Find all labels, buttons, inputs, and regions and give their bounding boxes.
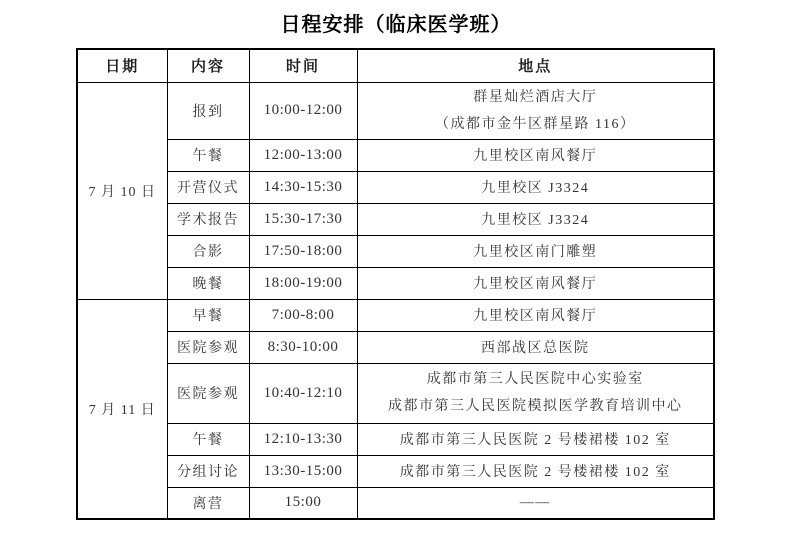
time-cell: 17:50-18:00 <box>249 235 357 267</box>
date-cell-day2: 7 月 11 日 <box>77 299 167 519</box>
schedule-table <box>76 48 715 520</box>
location-line: 成都市第三人民医院中心实验室 <box>426 372 644 387</box>
time-cell: 18:00-19:00 <box>249 267 357 299</box>
time-cell: 10:40-12:10 <box>249 363 357 423</box>
date-cell-day1: 7 月 10 日 <box>77 82 167 299</box>
table-row <box>77 82 714 139</box>
table-row <box>77 139 714 171</box>
time-cell: 15:00 <box>249 487 357 519</box>
table-row <box>77 487 714 519</box>
table-row <box>77 331 714 363</box>
time-cell: 8:30-10:00 <box>249 331 357 363</box>
location-cell: 西部战区总医院 <box>357 331 714 363</box>
table-row <box>77 423 714 455</box>
content-cell: 分组讨论 <box>167 455 249 487</box>
time-cell: 14:30-15:30 <box>249 171 357 203</box>
time-cell: 15:30-17:30 <box>249 203 357 235</box>
table-row <box>77 299 714 331</box>
content-cell: 离营 <box>167 487 249 519</box>
content-cell: 午餐 <box>167 139 249 171</box>
location-cell <box>357 363 714 423</box>
location-line: 成都市第三人民医院模拟医学教育培训中心 <box>388 399 683 414</box>
header-location: 地点 <box>357 49 714 82</box>
content-cell: 开营仪式 <box>167 171 249 203</box>
location-cell: 九里校区南风餐厅 <box>357 299 714 331</box>
content-cell: 医院参观 <box>167 363 249 423</box>
content-cell: 医院参观 <box>167 331 249 363</box>
table-row <box>77 267 714 299</box>
content-cell: 早餐 <box>167 299 249 331</box>
table-row <box>77 203 714 235</box>
table-row <box>77 363 714 423</box>
location-line: （成都市金牛区群星路 116） <box>435 116 636 132</box>
table-row <box>77 171 714 203</box>
content-cell: 合影 <box>167 235 249 267</box>
time-cell: 13:30-15:00 <box>249 455 357 487</box>
content-cell: 学术报告 <box>167 203 249 235</box>
table-header-row <box>77 49 714 82</box>
time-cell: 7:00-8:00 <box>249 299 357 331</box>
time-cell: 10:00-12:00 <box>249 82 357 139</box>
location-cell: 九里校区南风餐厅 <box>357 267 714 299</box>
location-cell <box>357 82 714 139</box>
location-cell: 九里校区 J3324 <box>357 171 714 203</box>
content-cell: 午餐 <box>167 423 249 455</box>
location-cell: 成都市第三人民医院 2 号楼裙楼 102 室 <box>357 423 714 455</box>
header-time: 时间 <box>249 49 357 82</box>
location-cell: 九里校区 J3324 <box>357 203 714 235</box>
location-cell: —— <box>357 487 714 519</box>
location-cell: 九里校区南风餐厅 <box>357 139 714 171</box>
table-row <box>77 455 714 487</box>
content-cell: 晚餐 <box>167 267 249 299</box>
location-cell: 成都市第三人民医院 2 号楼裙楼 102 室 <box>357 455 714 487</box>
content-cell: 报到 <box>167 82 249 139</box>
time-cell: 12:10-13:30 <box>249 423 357 455</box>
header-content: 内容 <box>167 49 249 82</box>
location-line: 群星灿烂酒店大厅 <box>473 89 598 105</box>
header-date: 日期 <box>77 49 167 82</box>
time-cell: 12:00-13:00 <box>249 139 357 171</box>
page-title: 日程安排（临床医学班） <box>280 14 512 36</box>
table-row <box>77 235 714 267</box>
location-cell: 九里校区南门雕塑 <box>357 235 714 267</box>
